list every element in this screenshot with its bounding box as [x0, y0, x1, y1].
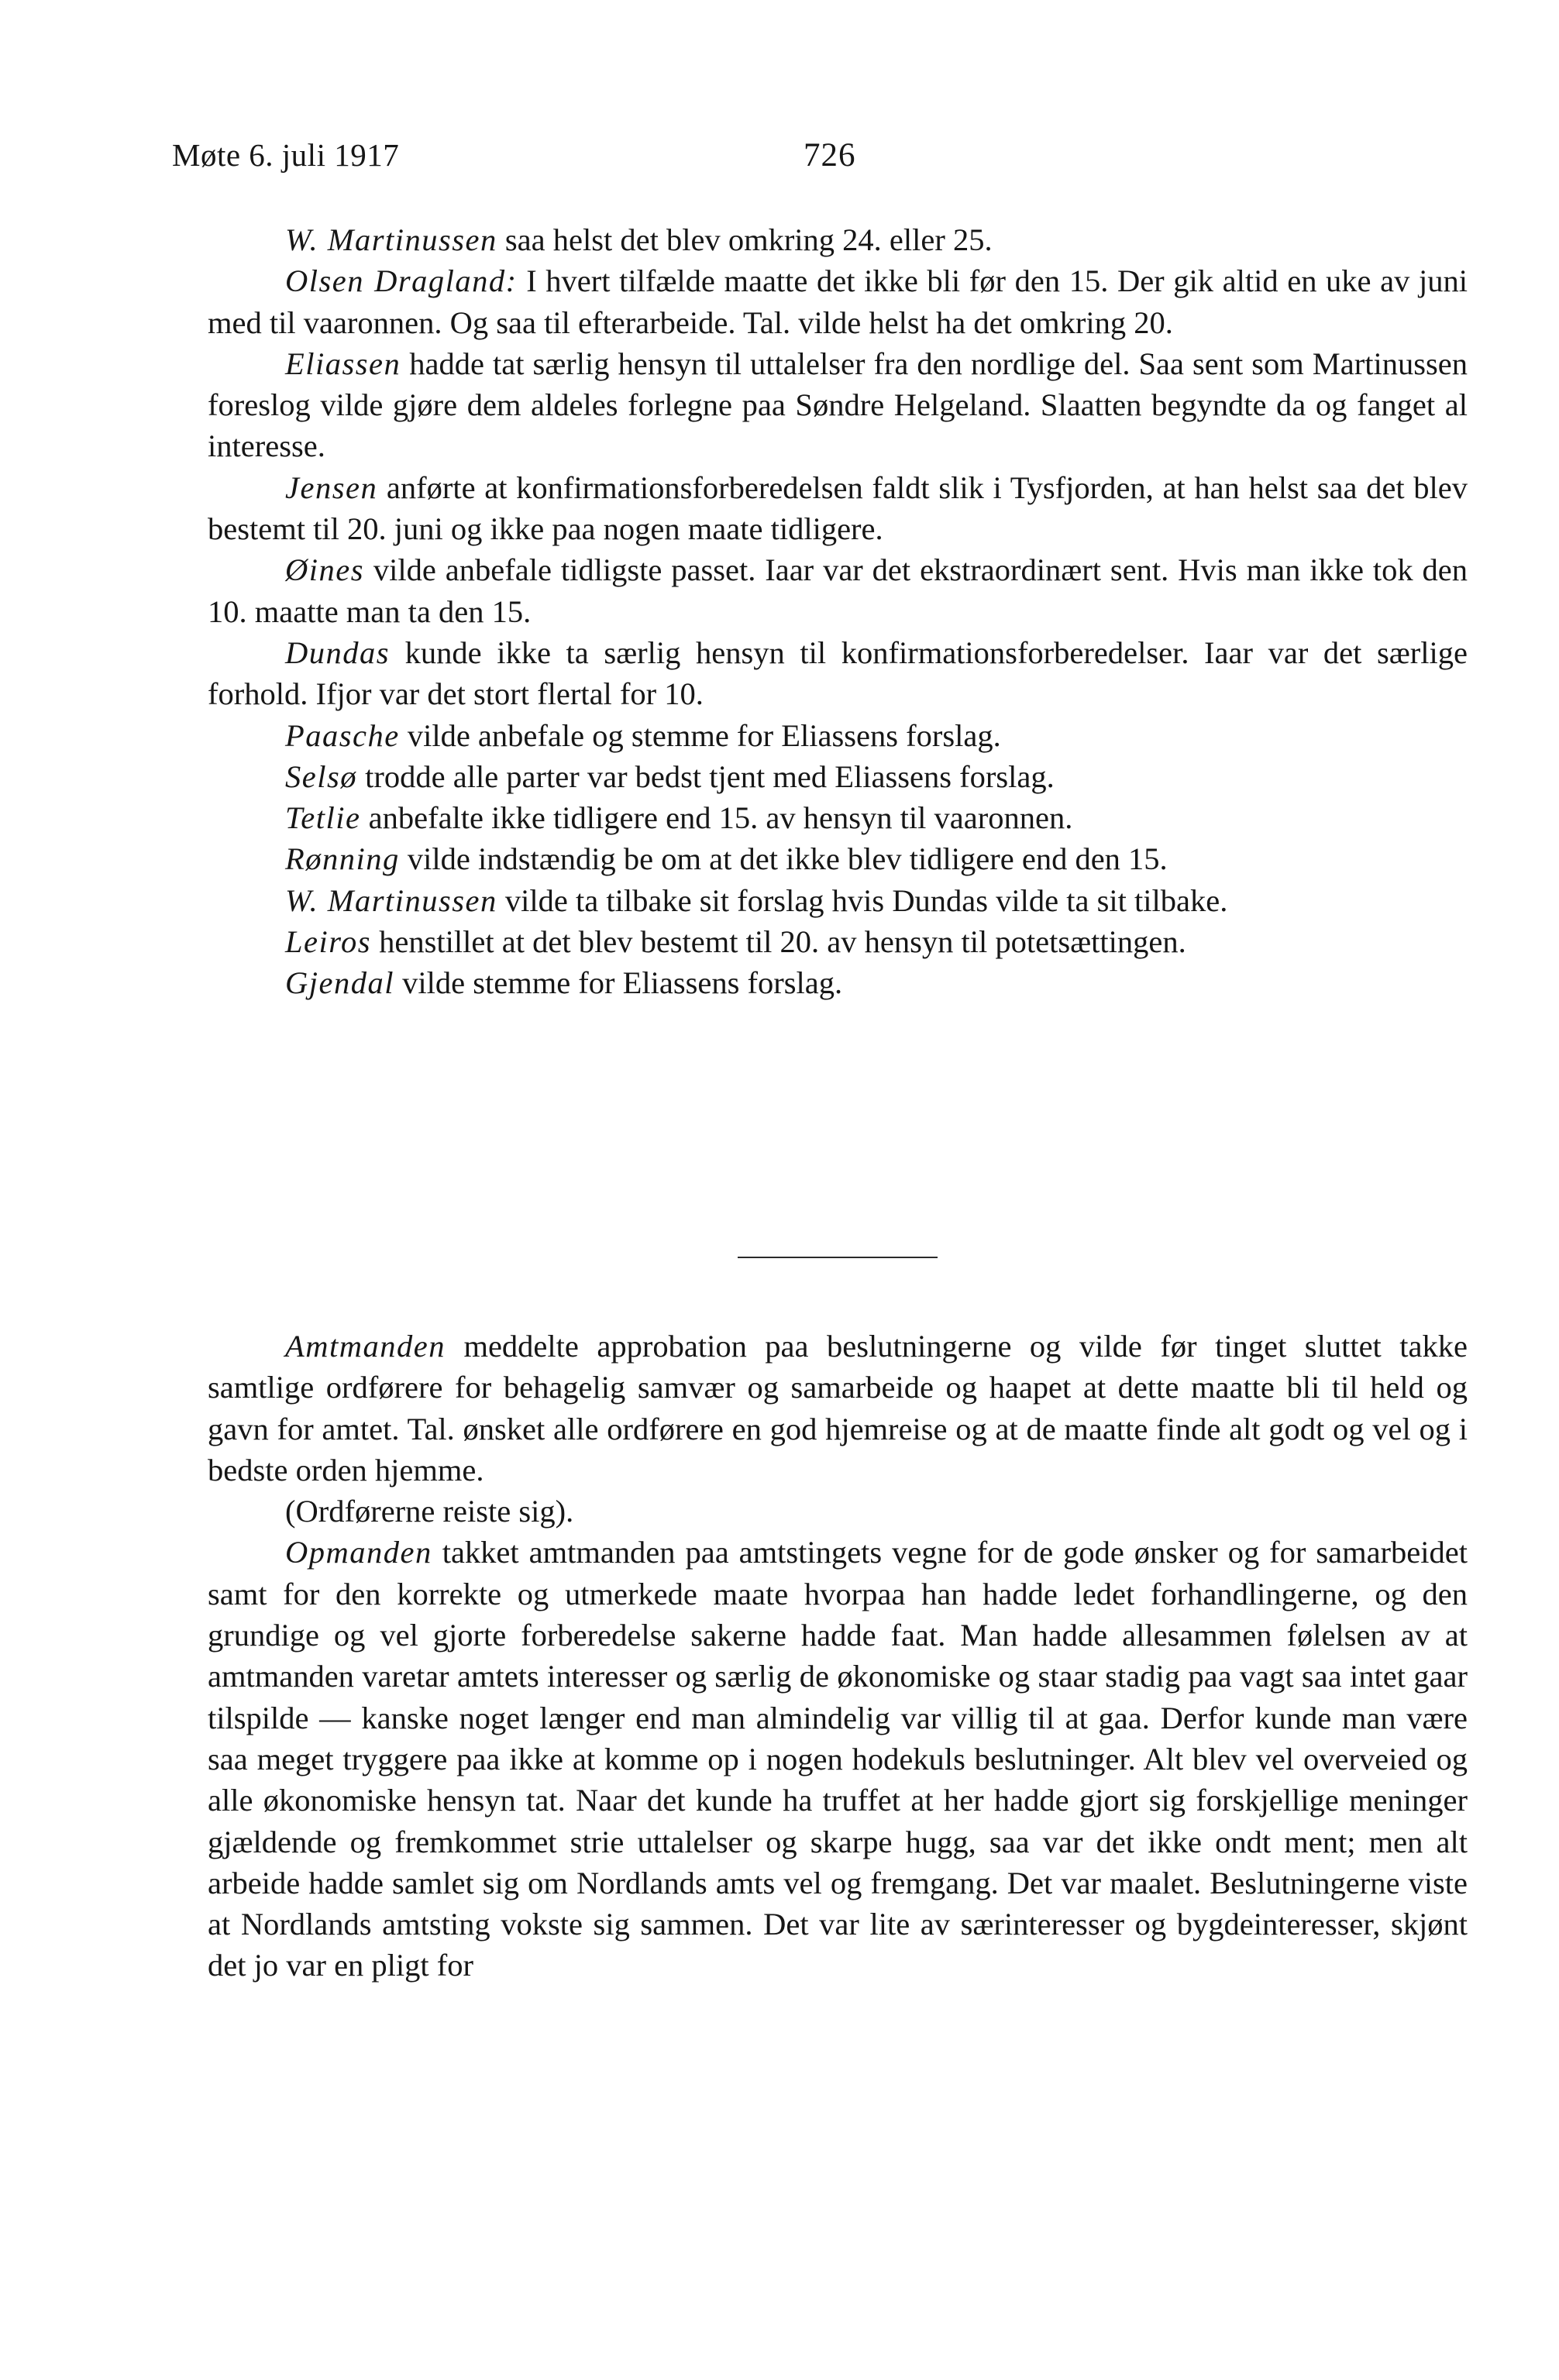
- paragraph: [208, 260, 1468, 343]
- paragraph: [208, 797, 1468, 838]
- speaker-name: Jensen: [285, 469, 378, 505]
- paragraph: [208, 1326, 1468, 1491]
- paragraph-text: vilde anbefale tidligste passet. Iaar var det ekstraordinært sent. Hvis man ikke tok den 10. maatte man ta den 15.: [208, 552, 1468, 629]
- speaker-name: Olsen Dragland:: [285, 263, 518, 299]
- speaker-name: Rønning: [285, 841, 400, 877]
- page-number: 726: [804, 137, 856, 174]
- paragraph-text: meddelte approbation paa beslutningerne og vilde før tinget sluttet takke samtlige ordførere for behagelig samvær og samarbeide og haapet at dette maatte bli til held og gavn for amtet. Tal. ønsket alle ordførere en god hjemreise og at de maatte finde alt godt og vel og i bedste orden hjemme.: [208, 1329, 1468, 1488]
- speaker-name: Leiros: [285, 924, 372, 960]
- speaker-name: W. Martinussen: [285, 882, 497, 918]
- paragraph-text: (Ordførerne reiste sig).: [285, 1494, 574, 1529]
- paragraph-text: vilde stemme for Eliassens forslag.: [394, 965, 843, 1001]
- speaker-name: Gjendal: [285, 965, 394, 1001]
- paragraph-text: henstillet at det blev bestemt til 20. av hensyn til potetsættingen.: [371, 924, 1186, 960]
- paragraph: [208, 467, 1468, 550]
- paragraph-text: vilde anbefale og stemme for Eliassens forslag.: [399, 717, 1001, 753]
- page-header: [172, 136, 1458, 183]
- paragraph-text: saa helst det blev omkring 24. eller 25.: [497, 222, 993, 257]
- paragraph: [208, 1491, 1468, 1532]
- paragraph: [208, 1532, 1468, 1986]
- speaker-name: Dundas: [285, 635, 391, 670]
- closing-section: [208, 1326, 1468, 1986]
- paragraph: [208, 880, 1468, 921]
- speaker-name: Selsø: [285, 758, 357, 794]
- paragraph: [208, 343, 1468, 467]
- paragraph: [208, 219, 1468, 260]
- speaker-name: W. Martinussen: [285, 222, 497, 257]
- paragraph-text: vilde indstændig be om at det ikke blev tidligere end den 15.: [399, 841, 1168, 877]
- speaker-name: Opmanden: [285, 1535, 432, 1570]
- paragraph-text: trodde alle parter var bedst tjent med Eliassens forslag.: [357, 758, 1055, 794]
- discussion-section: [208, 219, 1468, 1004]
- section-divider: [738, 1257, 938, 1258]
- meeting-date: Møte 6. juli 1917: [172, 137, 400, 173]
- paragraph-text: takket amtmanden paa amtstingets vegne for de gode ønsker og for samarbeidet samt for den korrekte og utmerkede maate hvorpaa han hadde ledet forhandlingerne, og den grundige og vel gjorte forberedelse sakerne hadde faat. Man hadde allesammen følelsen av at amtmanden varetar amtets interesser og særlig de økonomiske og staar stadig paa vagt saa intet gaar tilspilde — kanske noget længer end man almindelig var villig til at gaa. Derfor kunde man være saa meget tryggere paa ikke at komme op i nogen hodekuls beslutninger. Alt blev vel overveied og alle økonomiske hensyn tat. Naar det kunde ha truffet at her hadde gjort sig forskjellige meninger gjældende og fremkommet strie uttalelser og skarpe hugg, saa var det ikke ondt ment; men alt arbeide hadde samlet sig om Nordlands amts vel og fremgang. Det var maalet. Beslutningerne viste at Nordlands amtsting vokste sig sammen. Det var lite av særinteresser og bygdeinteresser, skjønt det jo var en pligt for: [208, 1535, 1468, 1983]
- paragraph: [208, 632, 1468, 715]
- paragraph-text: vilde ta tilbake sit forslag hvis Dundas vilde ta sit tilbake.: [497, 882, 1228, 918]
- speaker-name: Amtmanden: [285, 1329, 446, 1364]
- paragraph-text: anbefalte ikke tidligere end 15. av hensyn til vaaronnen.: [360, 800, 1073, 836]
- paragraph: [208, 756, 1468, 797]
- paragraph-text: kunde ikke ta særlig hensyn til konfirmationsforberedelser. Iaar var det særlige forhold. Ifjor var det stort flertal for 10.: [208, 635, 1468, 712]
- paragraph: [208, 838, 1468, 879]
- speaker-name: Øines: [285, 552, 364, 588]
- speaker-name: Tetlie: [285, 800, 361, 836]
- speaker-name: Paasche: [285, 717, 400, 753]
- paragraph: [208, 549, 1468, 632]
- paragraph-text: I hvert tilfælde maatte det ikke bli før den 15. Der gik altid en uke av juni med til vaaronnen. Og saa til efterarbeide. Tal. vilde helst ha det omkring 20.: [208, 263, 1468, 340]
- paragraph: [208, 921, 1468, 962]
- speaker-name: Eliassen: [285, 346, 401, 381]
- paragraph-text: anførte at konfirmationsforberedelsen faldt slik i Tysfjorden, at han helst saa det blev bestemt til 20. juni og ikke paa nogen maate tidligere.: [208, 469, 1468, 547]
- paragraph: [208, 962, 1468, 1003]
- paragraph: [208, 715, 1468, 756]
- paragraph-text: hadde tat særlig hensyn til uttalelser fra den nordlige del. Saa sent som Martinussen foreslog vilde gjøre dem aldeles forlegne paa Søndre Helgeland. Slaatten begyndte da og fanget al interesse.: [208, 346, 1468, 464]
